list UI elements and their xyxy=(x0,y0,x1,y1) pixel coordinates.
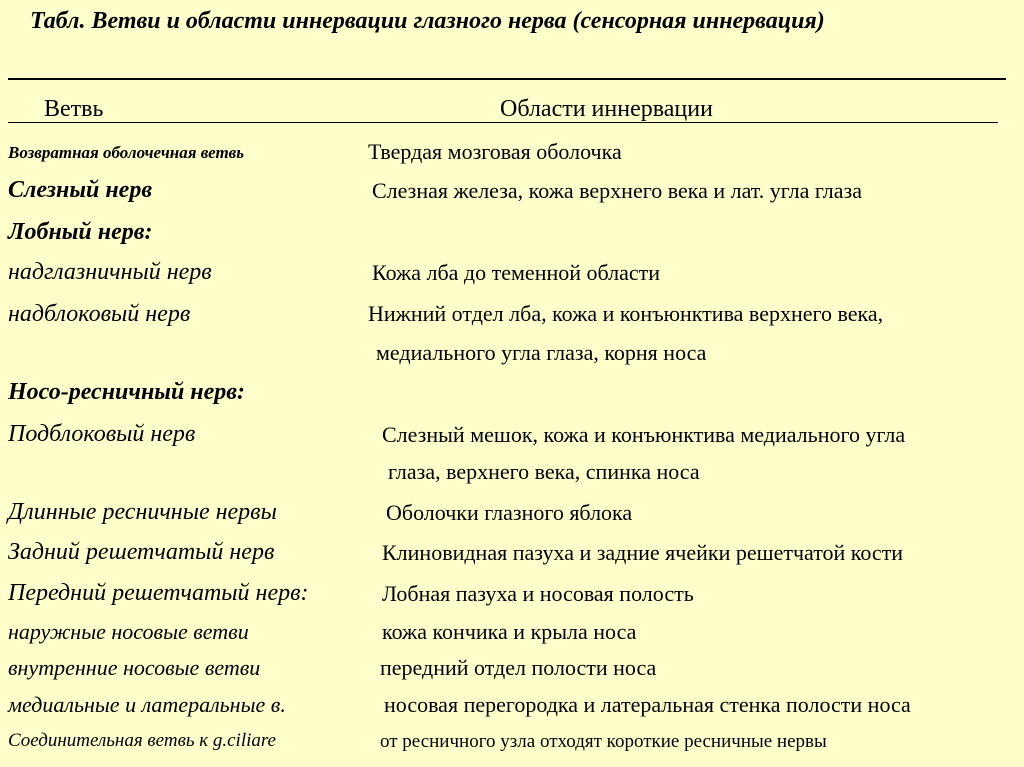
header-underline xyxy=(8,122,998,123)
column-header-areas: Области иннервации xyxy=(500,96,713,122)
innervation-area: кожа кончика и крыла носа xyxy=(382,619,637,644)
innervation-area: от ресничного узла отходят короткие ресничные нервы xyxy=(380,731,827,752)
innervation-area: передний отдел полости носа xyxy=(380,655,657,680)
branch-label: Подблоковый нерв xyxy=(8,421,196,447)
innervation-area: Клиновидная пазуха и задние ячейки решетчатой кости xyxy=(382,540,904,565)
innervation-area: Твердая мозговая оболочка xyxy=(368,139,622,164)
innervation-area: Нижний отдел лба, кожа и конъюнктива верхнего века, xyxy=(368,301,884,326)
branch-label: Слезный нерв xyxy=(8,177,153,203)
innervation-area: Кожа лба до теменной области xyxy=(372,260,661,285)
innervation-area: Оболочки глазного яблока xyxy=(386,500,633,525)
branch-label: медиальные и латеральные в. xyxy=(8,692,286,717)
branch-label: Длинные ресничные нервы xyxy=(8,499,277,525)
innervation-area: Лобная пазуха и носовая полость xyxy=(382,581,694,606)
branch-label: внутренние носовые ветви xyxy=(8,655,261,680)
branch-group-label: Носо-ресничный нерв: xyxy=(8,379,245,405)
table-title: Табл. Ветви и области иннервации глазного нерва (сенсорная иннервация) xyxy=(30,8,825,34)
branch-label: надглазничный нерв xyxy=(8,259,212,285)
branch-label: Возвратная оболочечная ветвь xyxy=(8,143,245,162)
branch-label: надблоковый нерв xyxy=(8,301,191,327)
column-header-branch: Ветвь xyxy=(44,96,104,122)
branch-label: Передний решетчатый нерв: xyxy=(8,580,309,606)
innervation-area: носовая перегородка и латеральная стенка полости носа xyxy=(384,692,911,717)
title-divider xyxy=(8,78,1006,80)
branch-label: Задний решетчатый нерв xyxy=(8,539,275,565)
innervation-area: Слезная железа, кожа верхнего века и лат. угла глаза xyxy=(372,178,863,203)
innervation-area: Слезный мешок, кожа и конъюнктива медиального угла xyxy=(382,422,906,447)
branch-label: Соединительная ветвь к g.ciliare xyxy=(8,730,276,751)
innervation-area-continued: глаза, верхнего века, спинка носа xyxy=(388,459,700,484)
branch-group-label: Лобный нерв: xyxy=(8,219,153,245)
innervation-area-continued: медиального угла глаза, корня носа xyxy=(376,340,707,365)
branch-label: наружные носовые ветви xyxy=(8,619,249,644)
